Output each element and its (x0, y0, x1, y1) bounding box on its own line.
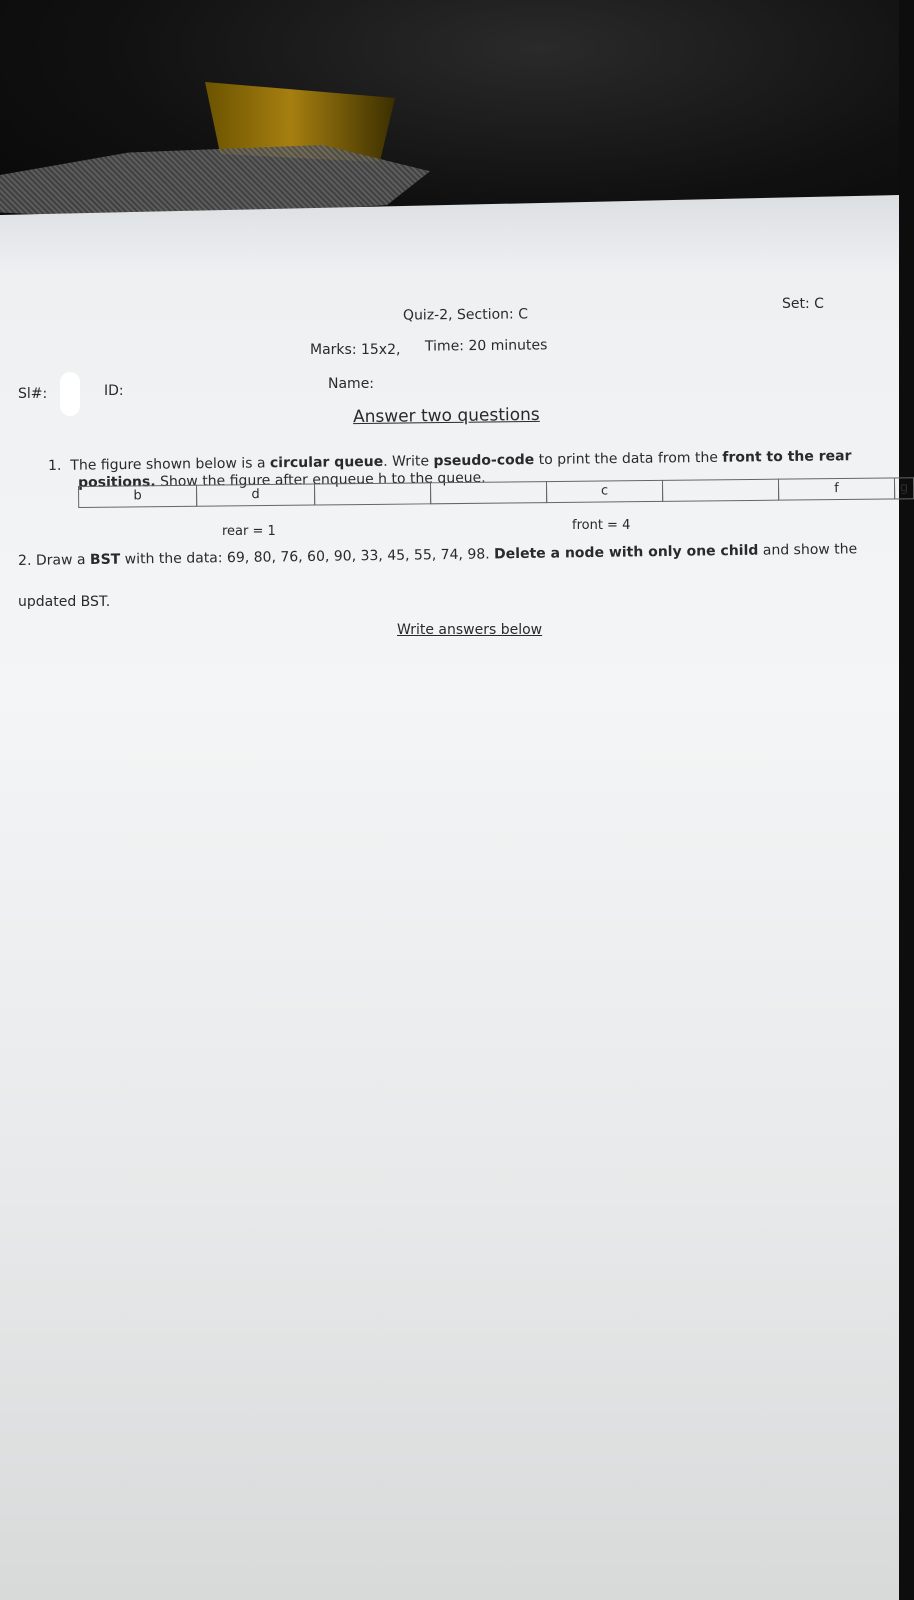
queue-cell: d (196, 484, 315, 507)
id-label: ID: (104, 383, 124, 399)
set-label: Set: C (782, 296, 824, 312)
queue-cell (430, 481, 547, 504)
quiz-title: Quiz-2, Section: C (402, 306, 529, 324)
question-2-text: 2. Draw a BST with the data: 69, 80, 76, 60, 90, 33, 45, 55, 74, 98. Delete a node with only one child and show the (18, 541, 858, 569)
rear-label: rear = 1 (222, 524, 276, 539)
question-1-text: 1. The figure shown below is a circular queue. Write pseudo-code to print the data from the front to the rear (48, 448, 852, 474)
queue-cell (662, 479, 779, 502)
queue-cell: b (78, 485, 197, 508)
redaction-mark (60, 372, 80, 416)
name-label: Name: (328, 376, 375, 392)
queue-cell: g (894, 477, 914, 499)
time-label: Time: 20 minutes (424, 337, 548, 355)
queue-cell: c (546, 480, 663, 503)
question-2-line2: updated BST. (18, 594, 111, 610)
queue-cell: f (778, 477, 895, 500)
marks-label: Marks: 15x2, (310, 342, 401, 358)
question-1-line2: positions. Show the figure after enqueue h to the queue. (78, 470, 486, 491)
write-answers-label: Write answers below (397, 622, 543, 638)
sl-label: Sl#: (18, 386, 48, 402)
front-label: front = 4 (572, 518, 631, 533)
queue-cell (314, 482, 431, 505)
instructions-heading: Answer two questions (352, 404, 540, 428)
